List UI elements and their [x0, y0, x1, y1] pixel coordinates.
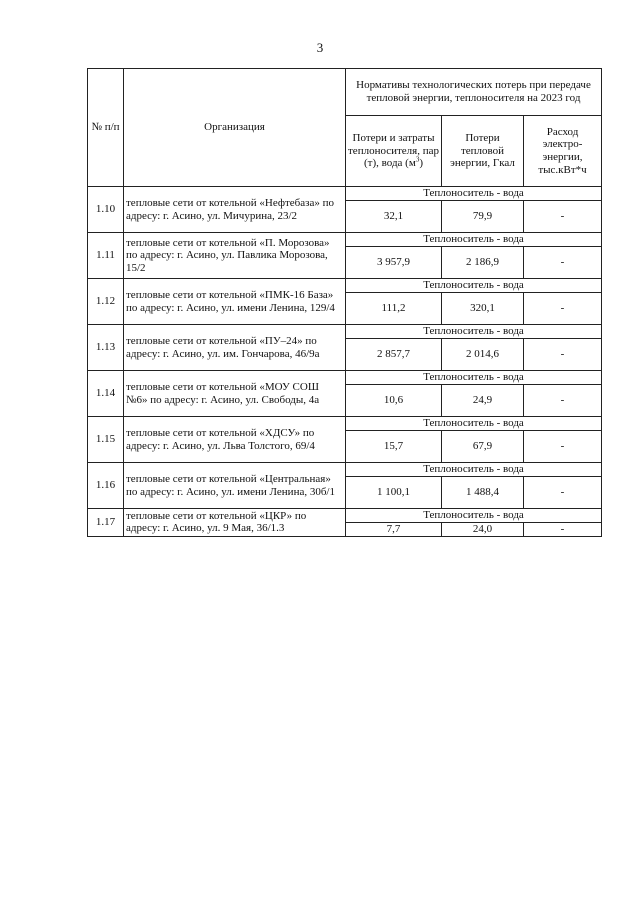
row-carrier: Теплоноситель - вода: [346, 463, 602, 477]
row-number: 1.17: [88, 509, 124, 537]
electricity-value: -: [524, 247, 602, 279]
row-organization: тепловые сети от котельной «ПМК-16 База» по адресу: г. Асино, ул. имени Ленина, 129/4: [124, 279, 346, 325]
norms-table: [87, 68, 602, 537]
row-carrier: Теплоноситель - вода: [346, 325, 602, 339]
row-number: 1.13: [88, 325, 124, 371]
header-norms-group: Нормативы технологических потерь при передаче тепловой энергии, теплоносителя на 2023 год: [346, 69, 602, 116]
row-carrier: Теплоноситель - вода: [346, 417, 602, 431]
row-carrier: Теплоноситель - вода: [346, 509, 602, 523]
row-organization: тепловые сети от котельной «П. Морозова» по адресу: г. Асино, ул. Павлика Морозова, 15/2: [124, 233, 346, 279]
row-organization: тепловые сети от котельной «ХДСУ» по адресу: г. Асино, ул. Льва Толстого, 69/4: [124, 417, 346, 463]
heat-losses-value: 79,9: [442, 201, 524, 233]
heat-losses-value: 2 186,9: [442, 247, 524, 279]
table-row: [88, 371, 602, 385]
header-heat-losses: Потери тепловой энергии, Гкал: [442, 116, 524, 187]
row-carrier: Теплоноситель - вода: [346, 371, 602, 385]
row-organization: тепловые сети от котельной «ЦКР» по адресу: г. Асино, ул. 9 Мая, 36/1.3: [124, 509, 346, 537]
coolant-losses-value: 3 957,9: [346, 247, 442, 279]
row-number: 1.10: [88, 187, 124, 233]
table-row: [88, 279, 602, 293]
table-row: [88, 463, 602, 477]
electricity-value: -: [524, 385, 602, 417]
page-number: 3: [316, 40, 324, 55]
heat-losses-value: 67,9: [442, 431, 524, 463]
table-row: [88, 187, 602, 201]
table-row: [88, 325, 602, 339]
header-electricity: Расход электро-энергии, тыс.кВт*ч: [524, 116, 602, 187]
row-number: 1.14: [88, 371, 124, 417]
row-number: 1.11: [88, 233, 124, 279]
row-number: 1.16: [88, 463, 124, 509]
header-num: № п/п: [88, 69, 124, 187]
table-row: [88, 509, 602, 523]
coolant-losses-value: 2 857,7: [346, 339, 442, 371]
header-organization: Организация: [124, 69, 346, 187]
heat-losses-value: 24,0: [442, 523, 524, 537]
electricity-value: -: [524, 339, 602, 371]
row-number: 1.15: [88, 417, 124, 463]
electricity-value: -: [524, 293, 602, 325]
electricity-value: -: [524, 477, 602, 509]
row-carrier: Теплоноситель - вода: [346, 279, 602, 293]
row-carrier: Теплоноситель - вода: [346, 233, 602, 247]
table-row: [88, 417, 602, 431]
heat-losses-value: 320,1: [442, 293, 524, 325]
table-row: [88, 233, 602, 247]
row-organization: тепловые сети от котельной «ПУ–24» по адресу: г. Асино, ул. им. Гончарова, 46/9а: [124, 325, 346, 371]
coolant-losses-value: 10,6: [346, 385, 442, 417]
row-organization: тепловые сети от котельной «Нефтебаза» по адресу: г. Асино, ул. Мичурина, 23/2: [124, 187, 346, 233]
coolant-losses-value: 1 100,1: [346, 477, 442, 509]
heat-losses-value: 1 488,4: [442, 477, 524, 509]
coolant-losses-value: 7,7: [346, 523, 442, 537]
coolant-losses-value: 32,1: [346, 201, 442, 233]
heat-losses-value: 2 014,6: [442, 339, 524, 371]
row-organization: тепловые сети от котельной «МОУ СОШ №6» по адресу: г. Асино, ул. Свободы, 4а: [124, 371, 346, 417]
heat-losses-value: 24,9: [442, 385, 524, 417]
header-coolant-losses: Потери и затраты теплоносителя, пар (т), вода $(м^3)$: [346, 116, 442, 187]
row-organization: тепловые сети от котельной «Центральная» по адресу: г. Асино, ул. имени Ленина, 30б/1: [124, 463, 346, 509]
electricity-value: -: [524, 523, 602, 537]
electricity-value: -: [524, 201, 602, 233]
electricity-value: -: [524, 431, 602, 463]
row-carrier: Теплоноситель - вода: [346, 187, 602, 201]
row-number: 1.12: [88, 279, 124, 325]
coolant-losses-value: 15,7: [346, 431, 442, 463]
coolant-losses-value: 111,2: [346, 293, 442, 325]
